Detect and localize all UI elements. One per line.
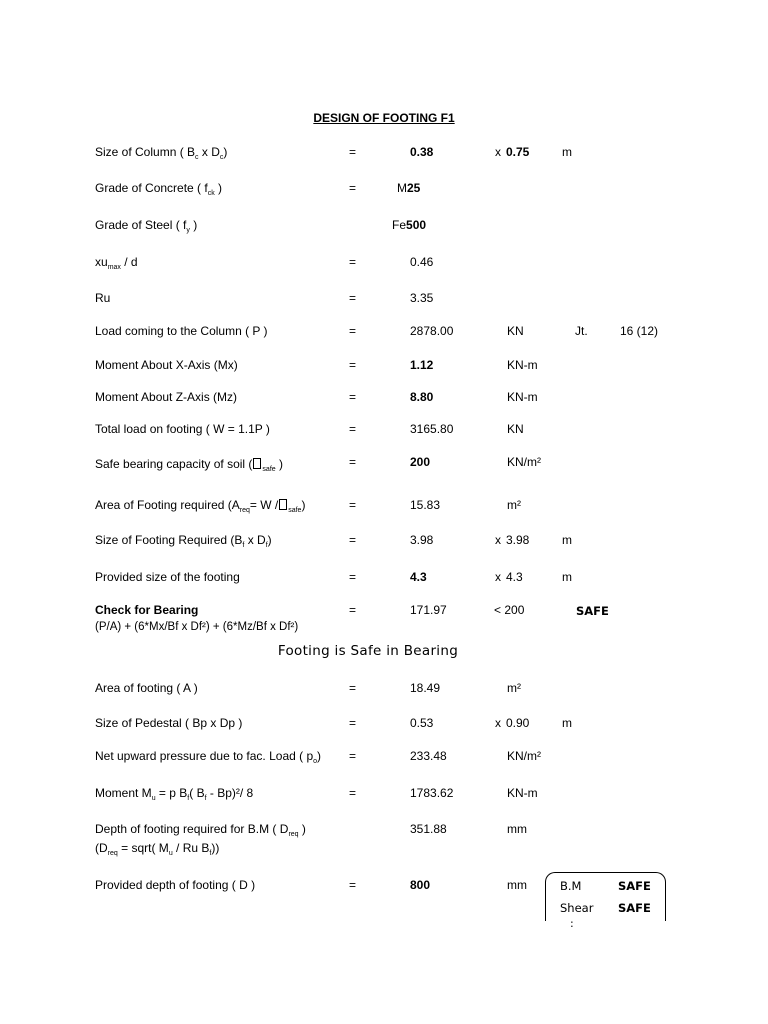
equals-sign: = [349,181,357,195]
sigma-symbol [253,458,261,469]
value-total-load: 3165.80 [410,422,454,436]
value-depth-required: 351.88 [410,822,447,836]
formula-depth-required: ($D_{req}$ = sqrt( $M_u$ / Ru $B_f$)) [95,841,220,857]
value-column-d: 0.75 [506,145,530,159]
value-size-provided-b: 4.3 [410,570,427,584]
value-mx: 1.12 [410,358,434,372]
equals-sign: = [349,786,357,800]
bm-label: B.M [560,879,582,893]
sigma-symbol [279,499,287,510]
value-column-b: 0.38 [410,145,434,159]
equals-sign: = [349,749,357,763]
equals-sign: = [349,878,357,892]
unit-sbc: KN/m² [507,455,541,469]
label-ru: Ru [95,291,111,305]
unit-moment: KN-m [507,786,538,800]
label-pedestal: Size of Pedestal ( Bp x Dp ) [95,716,243,730]
equals-sign: = [349,603,357,617]
value-xumax: 0.46 [410,255,434,269]
unit-pedestal: m [562,716,572,730]
equals-sign: = [349,533,357,547]
value-size-provided-d: 4.3 [506,570,523,584]
label-depth-required: Depth of footing required for B.M ( $D_{req}$ ) [95,822,306,838]
equals-sign: = [349,498,357,512]
colon-mark: : [570,917,574,930]
value-pedestal-b: 0.53 [410,716,434,730]
equals-sign: = [349,390,357,404]
value-depth-provided: 800 [410,878,431,892]
times-sign: x [495,716,501,730]
formula-bearing: (P/A) + (6*Mx/Bf x Df²) + (6*Mz/Bf x Df²) [95,621,299,633]
value-joint: 16 (12) [620,324,659,338]
equals-sign: = [349,455,357,469]
label-joint: Jt. [575,324,588,338]
equals-sign: = [349,358,357,372]
unit-area-required: m² [507,498,521,512]
value-sbc: 200 [410,455,431,469]
value-load: 2878.00 [410,324,454,338]
equals-sign: = [349,145,357,159]
value-area-footing: 18.49 [410,681,441,695]
value-mz: 8.80 [410,390,434,404]
label-area-required: Area of Footing required $(A_{req}= W / _{safe})$ [95,498,306,514]
unit-column: m [562,145,572,159]
equals-sign: = [349,681,357,695]
label-load: Load coming to the Column ( P ) [95,324,268,338]
equals-sign: = [349,570,357,584]
equals-sign: = [349,324,357,338]
unit-net-pressure: KN/m² [507,749,541,763]
value-ru: 3.35 [410,291,434,305]
label-mz: Moment About Z-Axis (Mz) [95,390,238,404]
times-sign: x [495,570,501,584]
label-depth-provided: Provided depth of footing ( D ) [95,878,256,892]
unit-depth-provided: mm [507,878,527,892]
value-moment: 1783.62 [410,786,454,800]
equals-sign: = [349,716,357,730]
value-steel-grade: Fe500 [392,218,427,232]
label-area-footing: Area of footing ( A ) [95,681,198,695]
label-check-bearing: Check for Bearing [95,603,199,617]
label-total-load: Total load on footing ( W = 1.1P ) [95,422,270,436]
label-concrete-grade: Grade of Concrete ( $f_{ck}$ ) [95,181,223,197]
label-size-provided: Provided size of the footing [95,570,240,584]
value-net-pressure: 233.48 [410,749,447,763]
equals-sign: = [349,422,357,436]
label-xumax: $xu_{max}$ / d [95,255,138,271]
label-column-size: Size of Column ( $B_c$ x $D_c$) [95,145,228,161]
label-mx: Moment About X-Axis (Mx) [95,358,238,372]
times-sign: x [495,533,501,547]
unit-size-required: m [562,533,572,547]
page-title: DESIGN OF FOOTING F1 [313,111,455,125]
equals-sign: = [349,291,357,305]
unit-total-load: KN [507,422,524,436]
label-steel-grade: Grade of Steel ( $f_y$ ) [95,218,198,234]
unit-mz: KN-m [507,390,538,404]
compare-bearing: < 200 [494,603,525,617]
shear-label: Shear [560,901,594,915]
value-size-required-b: 3.98 [410,533,434,547]
equals-sign: = [349,255,357,269]
unit-mx: KN-m [507,358,538,372]
unit-depth-required: mm [507,822,527,836]
label-moment: Moment $M_u = p$ $B_f$( $B_f - Bp)^2/$ 8 [95,786,254,802]
bm-status: SAFE [618,879,651,893]
label-sbc: Safe bearing capacity of soil ( $_{safe}$ ) [95,457,283,473]
label-size-required: Size of Footing Required ($B_f$ x $D_f$) [95,533,272,549]
times-sign: x [495,145,501,159]
unit-load: KN [507,324,524,338]
value-concrete-grade: M25 [397,181,421,195]
value-size-required-d: 3.98 [506,533,530,547]
shear-status: SAFE [618,901,651,915]
value-area-required: 15.83 [410,498,441,512]
label-net-pressure: Net upward pressure due to fac. Load ( $p_o$) [95,749,322,765]
bearing-banner: Footing is Safe in Bearing [277,643,459,659]
unit-size-provided: m [562,570,572,584]
unit-area-footing: m² [507,681,521,695]
value-pedestal-d: 0.90 [506,716,530,730]
value-bearing: 171.97 [410,603,447,617]
status-bearing: SAFE [576,604,609,618]
